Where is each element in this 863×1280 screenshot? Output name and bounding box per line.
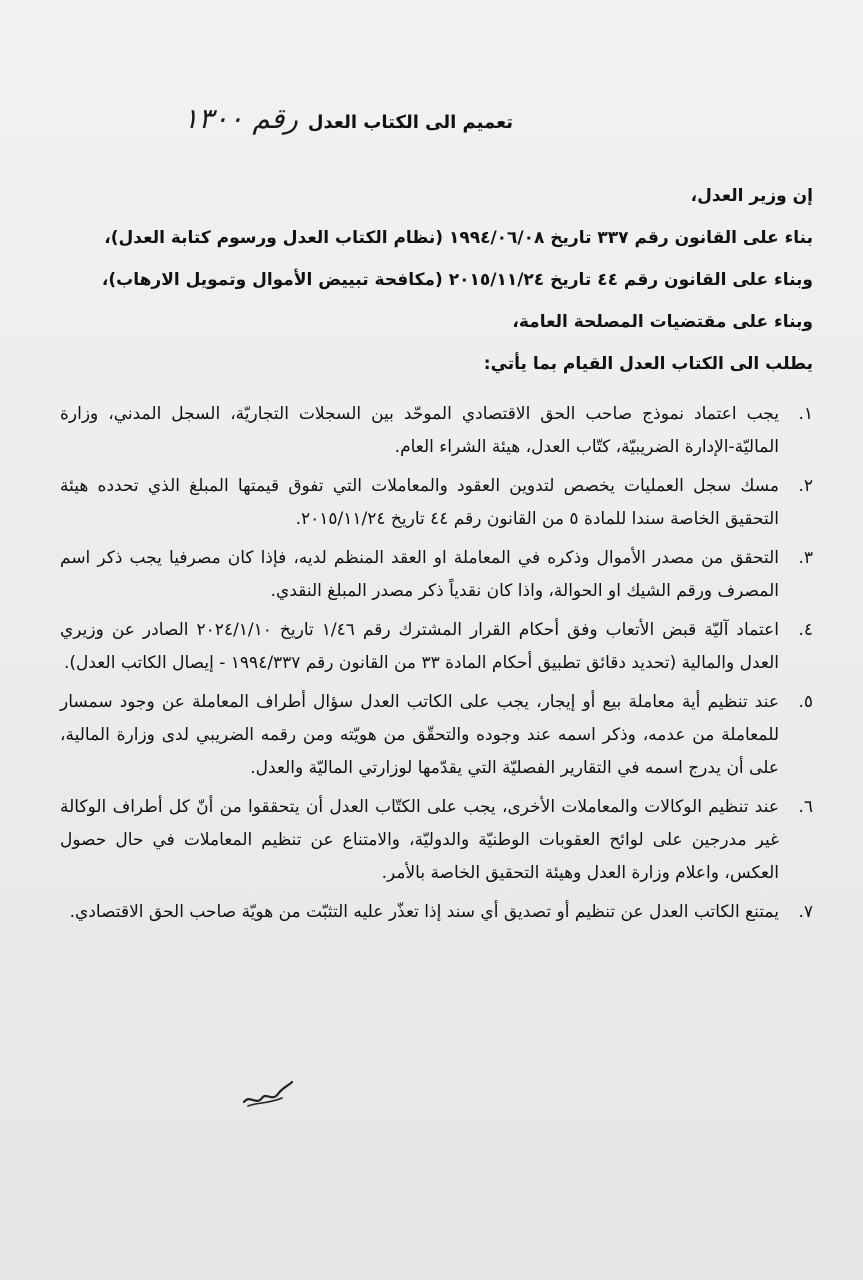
- item-text: مسك سجل العمليات يخصص لتدوين العقود والمعاملات التي تفوق قيمتها المبلغ الذي تحدده هيئة التحقيق الخاصة سندا للمادة ٥ من القانون رقم ٤٤ تاريخ ٢٠١٥/١١/٢٤.: [60, 476, 779, 529]
- numbered-list: [60, 398, 813, 935]
- preamble: [60, 186, 813, 396]
- list-item: [60, 470, 813, 536]
- item-number: ٥.: [798, 692, 813, 712]
- item-number: ٤.: [798, 620, 813, 640]
- item-text: يمتنع الكاتب العدل عن تنظيم أو تصديق أي سند إذا تعذّر عليه التثبّت من هويّة صاحب الحق الاقتصادي.: [69, 902, 779, 922]
- item-number: ٣.: [798, 548, 813, 568]
- handwritten-number: رقم ١٣٠٠: [183, 102, 298, 135]
- item-number: ٢.: [798, 476, 813, 496]
- list-item: [60, 791, 813, 890]
- preamble-line: وبناء على مقتضيات المصلحة العامة،: [512, 312, 813, 332]
- item-number: ٧.: [798, 902, 813, 922]
- list-item: [60, 686, 813, 785]
- signature-mark: [238, 1072, 298, 1112]
- document-title: [183, 102, 513, 135]
- item-text: عند تنظيم الوكالات والمعاملات الأخرى، يجب على الكتّاب العدل أن يتحققوا من أنّ كل أطراف الوكالة غير مدرجين على لوائح العقوبات الوطنيّة والدوليّة، والامتناع عن تنظيم المعاملات في حال حصول العكس، واعلام وزارة العدل وهيئة التحقيق الخاصة بالأمر.: [60, 797, 779, 883]
- item-text: عند تنظيم أية معاملة بيع أو إيجار، يجب على الكاتب العدل سؤال أطراف المعاملة عن وجود سمسار للمعاملة من عدمه، وذكر اسمه عند وجوده والتحقّق من هويّته ومن رقمه الضريبي لدى وزارة المالية، على أن يدرج اسمه في التقارير الفصليّة التي يقدّمها لوزارتي الماليّة والعدل.: [60, 692, 779, 778]
- title-text: تعميم الى الكتاب العدل: [307, 112, 513, 133]
- preamble-line: وبناء على القانون رقم ٤٤ تاريخ ٢٠١٥/١١/٢٤ (مكافحة تبييض الأموال وتمويل الارهاب)،: [101, 270, 813, 290]
- item-number: ١.: [798, 404, 813, 424]
- list-item: [60, 896, 813, 929]
- list-item: [60, 398, 813, 464]
- list-item: [60, 542, 813, 608]
- item-text: التحقق من مصدر الأموال وذكره في المعاملة او العقد المنظم لديه، فإذا كان مصرفيا يجب ذكر اسم المصرف ورقم الشيك او الحوالة، واذا كان نقدياً ذكر مصدر المبلغ النقدي.: [60, 548, 779, 601]
- item-number: ٦.: [798, 797, 813, 817]
- list-item: [60, 614, 813, 680]
- item-text: يجب اعتماد نموذج صاحب الحق الاقتصادي الموحّد بين السجلات التجاريّة، السجل المدني، وزارة الماليّة-الإدارة الضريبيّة، كتّاب العدل، هيئة الشراء العام.: [60, 404, 779, 457]
- item-text: اعتماد آليّة قبض الأتعاب وفق أحكام القرار المشترك رقم ١/٤٦ تاريخ ٢٠٢٤/١/١٠ الصادر عن وزيري العدل والمالية (تحديد دقائق تطبيق أحكام المادة ٣٣ من القانون رقم ١٩٩٤/٣٣٧ - إيصال الكاتب العدل).: [60, 620, 779, 673]
- preamble-line: يطلب الى الكتاب العدل القيام بما يأتي:: [483, 354, 813, 374]
- preamble-line: بناء على القانون رقم ٣٣٧ تاريخ ١٩٩٤/٠٦/٠٨ (نظام الكتاب العدل ورسوم كتابة العدل)،: [104, 228, 813, 248]
- preamble-line: إن وزير العدل،: [690, 186, 813, 206]
